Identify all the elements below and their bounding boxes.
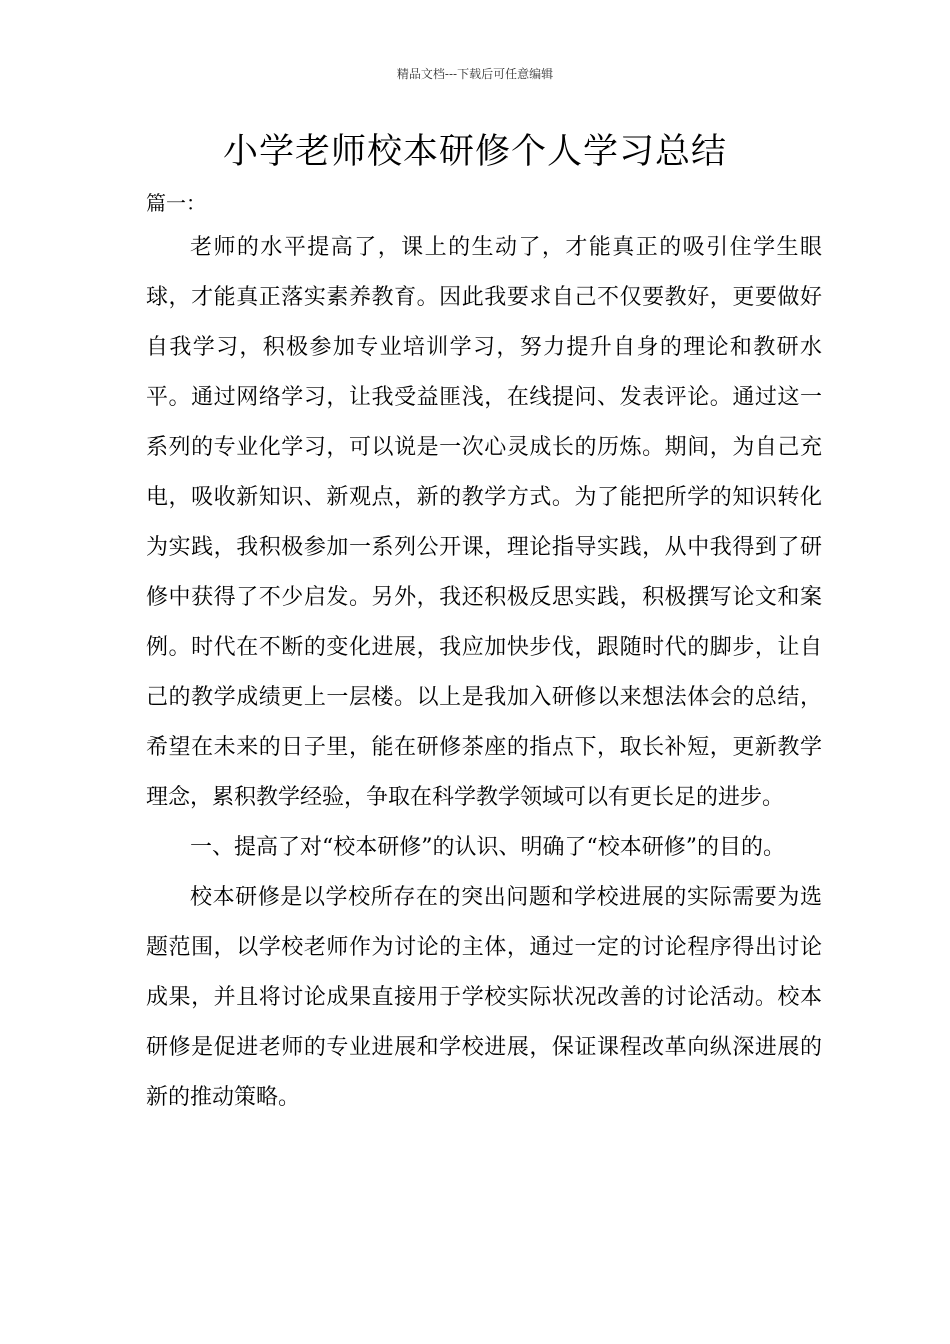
paragraph-3: 校本研修是以学校所存在的突出问题和学校进展的实际需要为选题范围，以学校老师作为讨论的主体，通过一定的讨论程序得出讨论成果，并且将讨论成果直接用于学校实际状况改善的讨论活动。校本研修是促进老师的专业进展和学校进展，保证课程改革向纵深进展的新的推动策略。 — [146, 885, 822, 1110]
document-title: 小学老师校本研修个人学习总结 — [222, 132, 727, 172]
header-note: 精品文档---下载后可任意编辑 — [396, 67, 554, 81]
paragraph-1: 老师的水平提高了，课上的生动了，才能真正的吸引住学生眼球，才能真正落实素养教育。因此我要求自己不仅要教好，更要做好自我学习，积极参加专业培训学习，努力提升自身的理论和教研水平。通过网络学习，让我受益匪浅，在线提问、发表评论。通过这一系列的专业化学习，可以说是一次心灵成长的历炼。期间，为自己充电，吸收新知识、新观点，新的教学方式。为了能把所学的知识转化为实践，我积极参加一系列公开课，理论指导实践，从中我得到了研修中获得了不少启发。另外，我还积极反思实践，积极撰写论文和案例。时代在不断的变化进展，我应加快步伐，跟随时代的脚步，让自己的教学成绩更上一层楼。以上是我加入研修以来想法体会的总结，希望在未来的日子里，能在研修茶座的指点下，取长补短，更新教学理念，累积教学经验，争取在科学教学领域可以有更长足的进步。 — [146, 235, 822, 810]
section-label: 篇一： — [146, 191, 206, 215]
paragraph-2: 一、提高了对“校本研修”的认识、明确了“校本研修”的目的。 — [190, 835, 785, 860]
document-body — [146, 183, 822, 1123]
